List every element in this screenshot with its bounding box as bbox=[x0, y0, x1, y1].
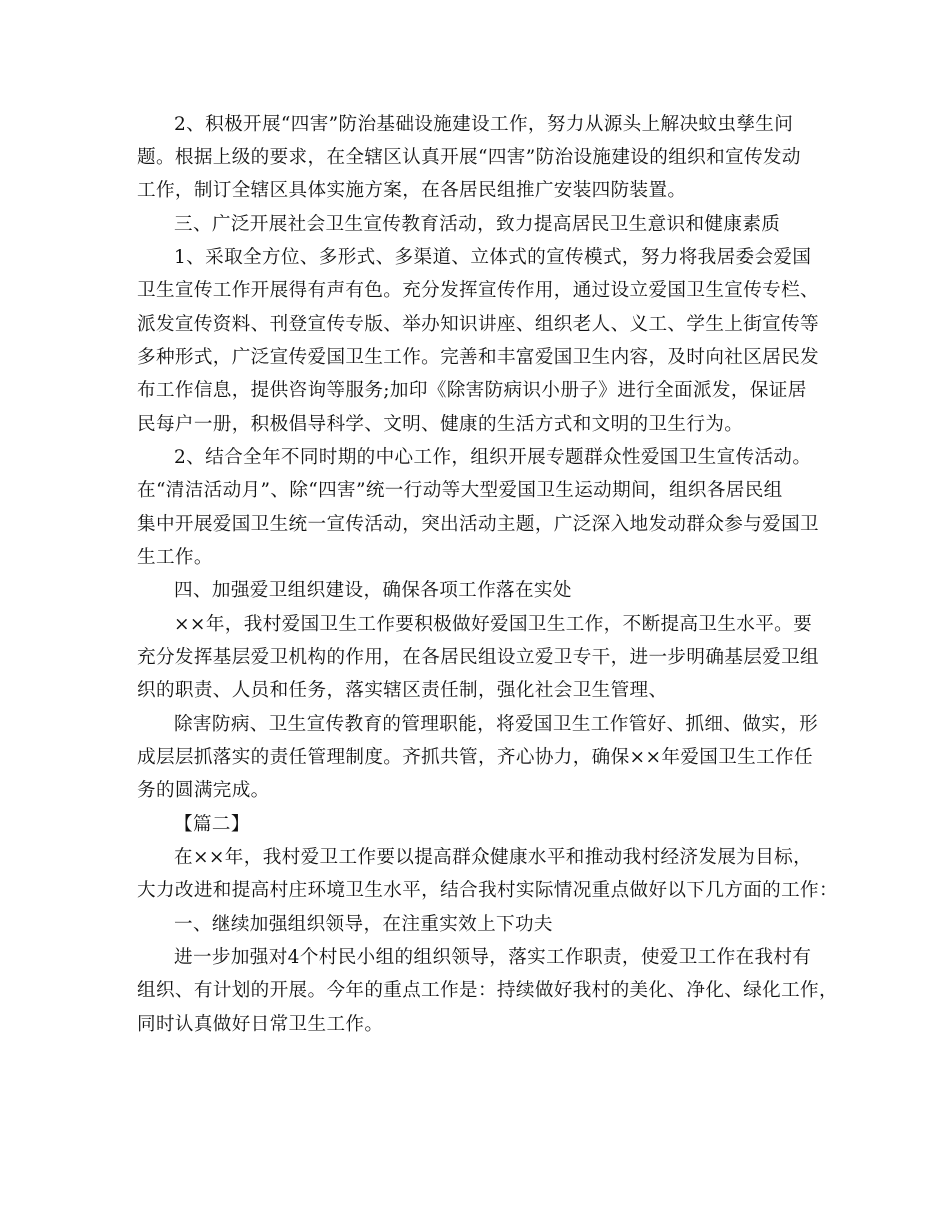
text-line: 多种形式，广泛宣传爱国卫生工作。完善和丰富爱国卫生内容，及时向社区居民发 bbox=[137, 347, 819, 368]
text-line: 进一步加强对4个村民小组的组织领导，落实工作职责，使爱卫工作在我村有 bbox=[174, 947, 812, 968]
text-line: 集中开展爱国卫生统一宣传活动，突出活动主题，广泛深入地发动群众参与爱国卫 bbox=[137, 514, 819, 535]
text-line: 生工作。 bbox=[137, 547, 213, 568]
text-line: ××年，我村爱国卫生工作要积极做好爱国卫生工作，不断提高卫生水平。要 bbox=[174, 614, 813, 635]
text-line: 卫生宣传工作开展得有声有色。充分发挥宣传作用，通过设立爱国卫生宣传专栏、 bbox=[137, 280, 819, 301]
text-line: 题。根据上级的要求，在全辖区认真开展“四害”防治设施建设的组织和宣传发动 bbox=[137, 147, 801, 168]
text-line: 织的职责、人员和任务，落实辖区责任制，强化社会卫生管理、 bbox=[137, 680, 668, 701]
text-line: 2、积极开展“四害”防治基础设施建设工作，努力从源头上解决蚊虫孳生问 bbox=[174, 114, 794, 135]
part-heading: 【篇二】 bbox=[174, 814, 250, 835]
text-line: 工作，制订全辖区具体实施方案，在各居民组推广安装四防装置。 bbox=[137, 180, 687, 201]
section-heading: 三、广泛开展社会卫生宣传教育活动，致力提高居民卫生意识和健康素质 bbox=[174, 214, 781, 235]
text-line: 布工作信息，提供咨询等服务;加印《除害防病识小册子》进行全面派发，保证居 bbox=[137, 380, 807, 401]
text-line: 组织、有计划的开展。今年的重点工作是：持续做好我村的美化、净化、绿化工作， bbox=[137, 980, 838, 1001]
section-heading: 一、继续加强组织领导，在注重实效上下功夫 bbox=[174, 914, 553, 935]
text-line: 大力改进和提高村庄环境卫生水平，结合我村实际情况重点做好以下几方面的工作： bbox=[137, 880, 838, 901]
text-line: 充分发挥基层爱卫机构的作用，在各居民组设立爱卫专干，进一步明确基层爱卫组 bbox=[137, 647, 819, 668]
text-line: 1、采取全方位、多形式、多渠道、立体式的宣传模式，努力将我居委会爱国 bbox=[174, 247, 812, 268]
text-line: 在“清洁活动月”、除“四害”统一行动等大型爱国卫生运动期间，组织各居民组 bbox=[137, 480, 783, 501]
text-line: 同时认真做好日常卫生工作。 bbox=[137, 1014, 384, 1035]
section-heading: 四、加强爱卫组织建设，确保各项工作落在实处 bbox=[174, 580, 572, 601]
text-line: 2、结合全年不同时期的中心工作，组织开展专题群众性爱国卫生宣传活动。 bbox=[174, 447, 812, 468]
text-line: 在××年，我村爱卫工作要以提高群众健康水平和推动我村经济发展为目标， bbox=[174, 847, 813, 868]
text-line: 民每户一册，积极倡导科学、文明、健康的生活方式和文明的卫生行为。 bbox=[137, 414, 744, 435]
text-line: 务的圆满完成。 bbox=[137, 780, 270, 801]
text-line: 成层层抓落实的责任管理制度。齐抓共管，齐心协力，确保××年爱国卫生工作任 bbox=[137, 747, 813, 768]
text-line: 派发宣传资料、刊登宣传专版、举办知识讲座、组织老人、义工、学生上街宣传等 bbox=[137, 314, 819, 335]
text-line: 除害防病、卫生宣传教育的管理职能，将爱国卫生工作管好、抓细、做实，形 bbox=[174, 714, 819, 735]
